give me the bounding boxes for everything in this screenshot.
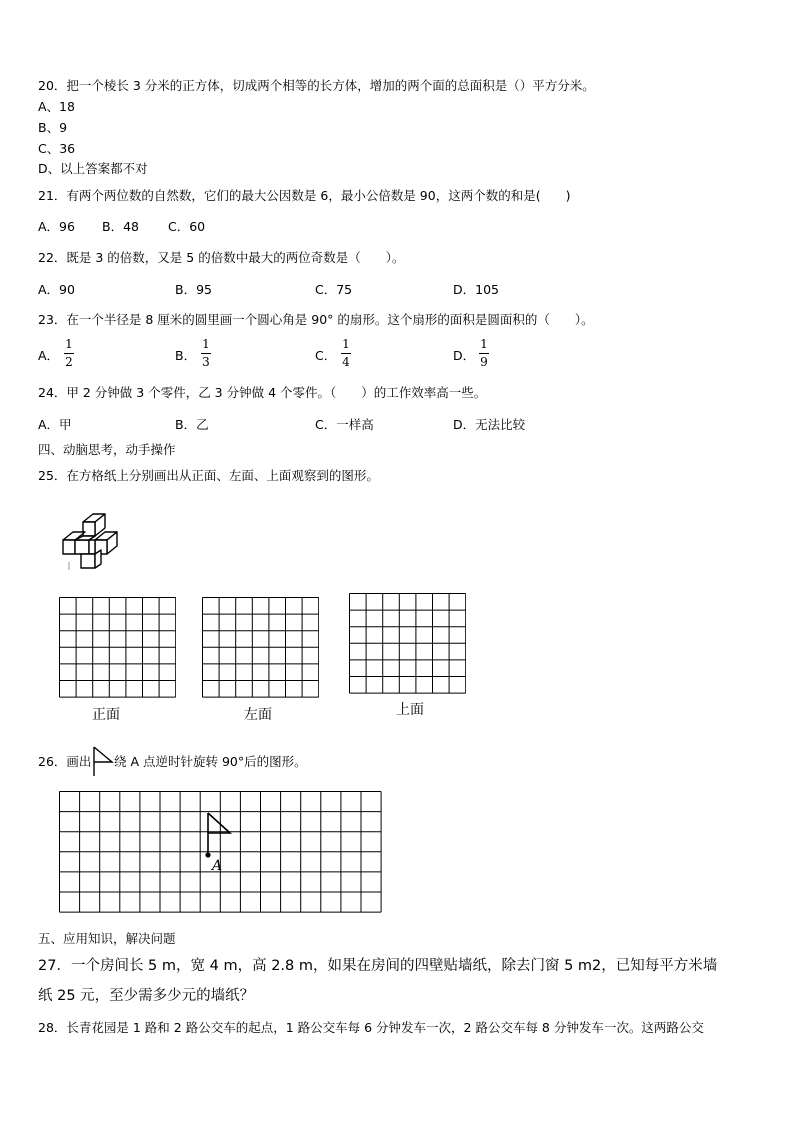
fraction-denominator: 3 <box>202 355 210 369</box>
top-view-caption: 上面 <box>396 701 424 717</box>
q26-text-after: 绕 A 点逆时针旋转 90°后的图形。 <box>114 754 307 769</box>
fraction-numerator: 1 <box>480 337 488 351</box>
section-5-heading: 五、应用知识，解决问题 <box>38 931 176 946</box>
fraction-numerator: 1 <box>342 337 350 351</box>
front-view-caption: 正面 <box>92 706 120 722</box>
q24-option-a: A．甲 <box>38 417 72 432</box>
flag-figure <box>205 813 230 874</box>
q23-option-a-fraction <box>64 338 74 369</box>
fraction-bar <box>64 353 74 354</box>
q20-option-a: A、18 <box>38 99 75 114</box>
q21-text: 21．有两个两位数的自然数，它们的最大公因数是 6，最小公倍数是 90，这两个数的和是( ) <box>38 188 571 203</box>
q22-text: 22．既是 3 的倍数，又是 5 的倍数中最大的两位奇数是（ ）。 <box>38 250 405 265</box>
q27-text-line-2: 纸 25 元，至少需多少元的墙纸？ <box>38 988 255 1004</box>
q23-option-d-fraction <box>479 338 489 369</box>
q26-text-before: 26．画出 <box>38 754 92 769</box>
fraction-bar <box>479 353 489 354</box>
flag-shape-icon <box>91 745 115 777</box>
q21-option-a: A．96 <box>38 219 75 234</box>
fraction-denominator: 9 <box>480 355 488 369</box>
grid-lines <box>350 594 466 694</box>
fraction-bar <box>341 353 351 354</box>
q23-option-c-fraction <box>341 338 351 369</box>
q23-option-a-letter: A． <box>38 348 60 363</box>
q28-text: 28．长青花园是 1 路和 2 路公交车的起点，1 路公交车每 6 分钟发车一次，2 路公交车每 8 分钟发车一次。这两路公交 <box>38 1020 704 1035</box>
q25-text: 25．在方格纸上分别画出从正面、左面、上面观察到的图形。 <box>38 468 379 483</box>
q23-option-b-letter: B． <box>175 348 197 363</box>
q24-option-c: C．一样高 <box>315 417 374 432</box>
front-view-grid[interactable] <box>59 597 176 699</box>
q24-option-b: B．乙 <box>175 417 209 432</box>
q20-option-b: B、9 <box>38 120 68 135</box>
fraction-numerator: 1 <box>202 337 210 351</box>
q20-option-c: C、36 <box>38 141 76 156</box>
grid-lines <box>60 598 176 698</box>
fraction-denominator: 2 <box>65 355 73 369</box>
q23-option-b-fraction <box>201 338 211 369</box>
cube-arrangement-figure <box>55 508 135 574</box>
q22-option-b: B．95 <box>175 282 212 297</box>
rotation-point-a <box>205 852 210 857</box>
q27-text-line-1: 27．一个房间长 5 m，宽 4 m，高 2.8 m，如果在房间的四壁贴墙纸，除去门窗 5 m2，已知每平方米墙 <box>38 958 718 974</box>
q23-option-d-letter: D． <box>453 348 476 363</box>
left-view-grid[interactable] <box>202 597 319 699</box>
rotation-grid[interactable] <box>59 791 382 919</box>
q20-option-d: D、以上答案都不对 <box>38 161 148 176</box>
q21-option-c: C．60 <box>168 219 206 234</box>
grid-lines <box>60 792 382 913</box>
fraction-numerator: 1 <box>65 337 73 351</box>
fraction-denominator: 4 <box>342 355 350 369</box>
q21-option-b: B．48 <box>102 219 139 234</box>
q23-option-c-letter: C． <box>315 348 337 363</box>
section-4-heading: 四、动脑思考，动手操作 <box>38 442 176 457</box>
q22-option-a: A．90 <box>38 282 75 297</box>
q22-option-d: D．105 <box>453 282 499 297</box>
point-a-label: A <box>212 858 223 874</box>
q24-option-d: D．无法比较 <box>453 417 526 432</box>
left-view-caption: 左面 <box>244 706 272 722</box>
fraction-bar <box>201 353 211 354</box>
q22-option-c: C．75 <box>315 282 353 297</box>
q24-text: 24．甲 2 分钟做 3 个零件，乙 3 分钟做 4 个零件。（ ）的工作效率高一些。 <box>38 385 487 400</box>
top-view-grid[interactable] <box>349 593 466 695</box>
q23-text: 23．在一个半径是 8 厘米的圆里画一个圆心角是 90° 的扇形。这个扇形的面积是圆面积的（ ）。 <box>38 312 594 327</box>
grid-lines <box>203 598 319 698</box>
q20-text: 20．把一个棱长 3 分米的正方体，切成两个相等的长方体，增加的两个面的总面积是（）平方分米。 <box>38 78 595 93</box>
